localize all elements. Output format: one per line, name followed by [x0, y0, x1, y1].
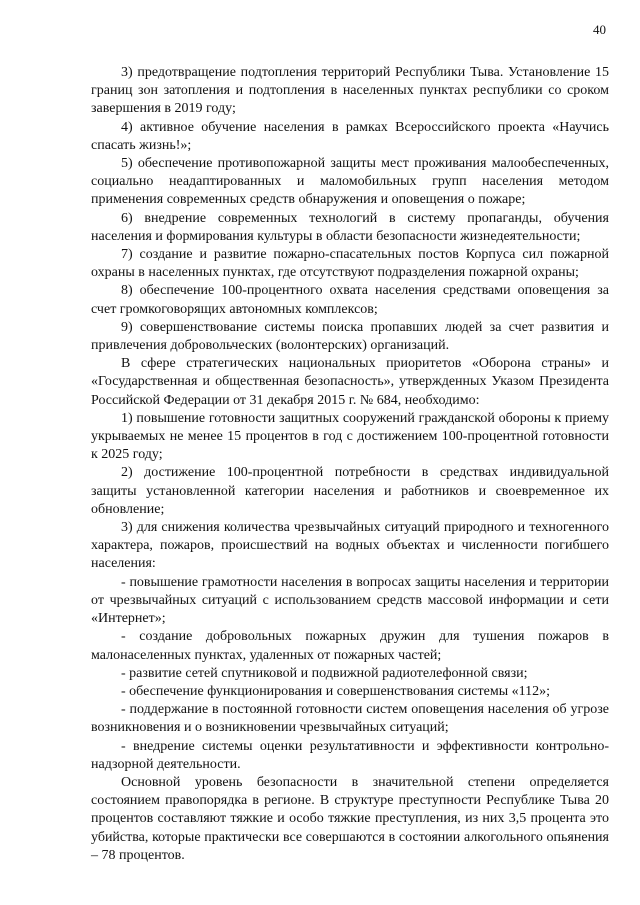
- paragraph: 2) достижение 100-процентной потребности в средствах индивидуальной защиты установленной категории населения и работников и своевременное их обновление;: [91, 465, 609, 517]
- paragraph: 4) активное обучение населения в рамках Всероссийского проекта «Научись спасать жизнь!»;: [91, 119, 609, 153]
- paragraph: - поддержание в постоянной готовности систем оповещения населения об угрозе возникновения и о возникновении чрезвычайных ситуаций;: [91, 702, 609, 736]
- paragraph: 3) предотвращение подтопления территорий Республики Тыва. Установление 15 границ зон затопления и подтопления в населенных пунктах республики со сроком завершения в 2019 году;: [91, 65, 609, 117]
- paragraph: 5) обеспечение противопожарной защиты мест проживания малообеспеченных, социально неадаптированных и маломобильных групп населения методом применения современных средств обнаружения и оповещения о пожаре;: [91, 156, 609, 208]
- paragraph: 1) повышение готовности защитных сооружений гражданской обороны к приему укрываемых не менее 15 процентов в год с достижением 100-процентной готовности к 2025 году;: [91, 410, 609, 463]
- paragraph: 6) внедрение современных технологий в систему пропаганды, обучения населения и формирования культуры в области безопасности жизнедеятельности;: [91, 210, 609, 244]
- page-number: 40: [593, 22, 606, 37]
- paragraph: - внедрение системы оценки результативности и эффективности контрольно-надзорной деятельности.: [91, 738, 609, 772]
- document-body: [91, 64, 609, 865]
- paragraph: - создание добровольных пожарных дружин для тушения пожаров в малонаселенных пунктах, удаленных от пожарных частей;: [91, 629, 609, 663]
- paragraph: 9) совершенствование системы поиска пропавших людей за счет развития и привлечения добровольческих (волонтерских) организаций.: [91, 319, 609, 354]
- paragraph: 3) для снижения количества чрезвычайных ситуаций природного и техногенного характера, пожаров, происшествий на водных объектах и численности погибшего населения:: [91, 520, 609, 572]
- paragraph: Основной уровень безопасности в значительной степени определяется состоянием правопорядка в регионе. В структуре преступности Республике Тыва 20 процентов составляют тяжкие и особо тяжкие преступления, из них 3,5 процента это убийства, которые практически все совершаются в состоянии алкогольного опьянения – 78 процентов.: [91, 774, 609, 863]
- paragraph: - повышение грамотности населения в вопросах защиты населения и территории от чрезвычайных ситуаций с использованием средств массовой информации и сети «Интернет»;: [91, 574, 609, 627]
- paragraph: 8) обеспечение 100-процентного охвата населения средствами оповещения за счет громкоговорящих автономных комплексов;: [91, 283, 609, 317]
- paragraph: 7) создание и развитие пожарно-спасательных постов Корпуса сил пожарной охраны в населенных пунктах, где отсутствуют подразделения пожарной охраны;: [91, 247, 609, 281]
- paragraph: - развитие сетей спутниковой и подвижной радиотелефонной связи;: [121, 665, 528, 681]
- paragraph: - обеспечение функционирования и совершенствования системы «112»;: [121, 683, 550, 699]
- paragraph: В сфере стратегических национальных приоритетов «Оборона страны» и «Государственная и общественная безопасность», утвержденных Указом Президента Российской Федерации от 31 декабря 2015 г. № 684, необходимо:: [91, 356, 609, 408]
